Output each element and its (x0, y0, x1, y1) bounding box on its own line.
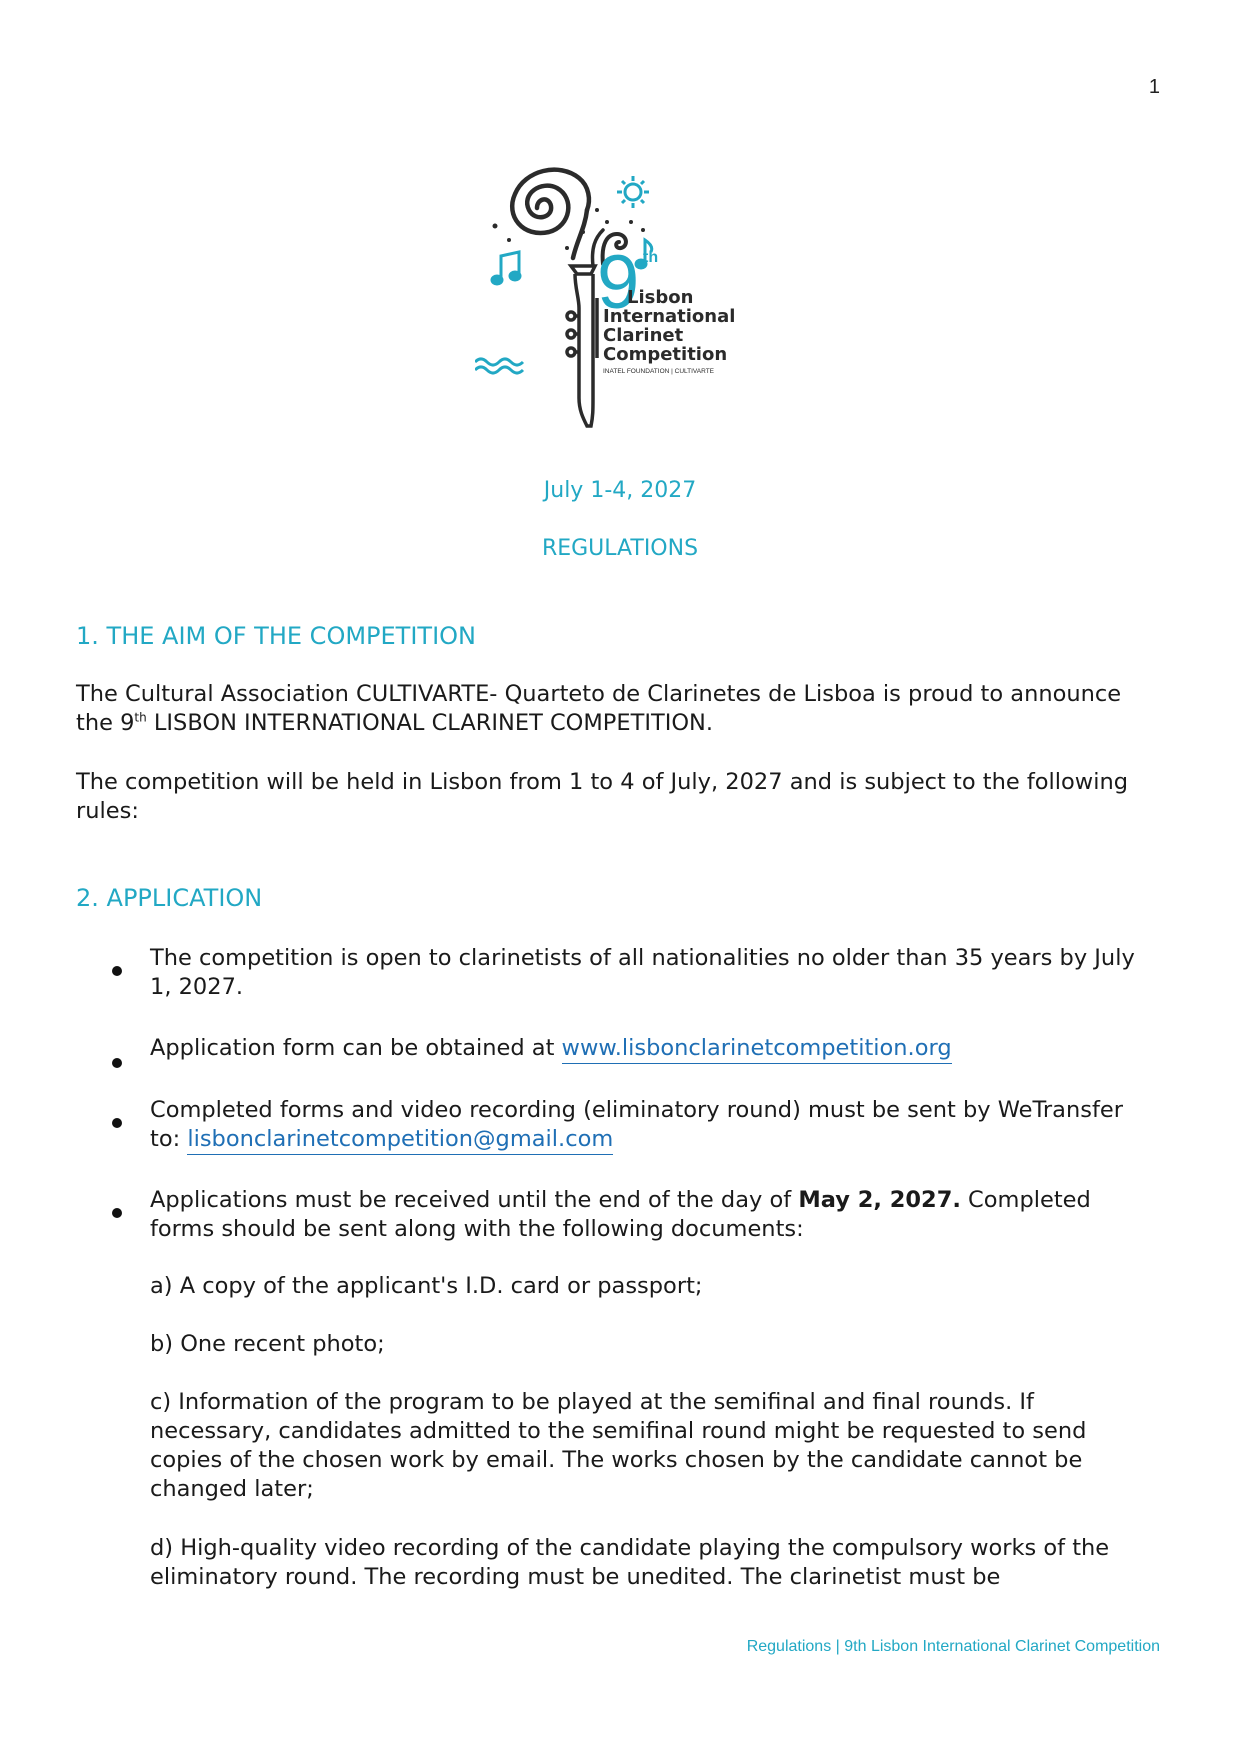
page-footer: Regulations | 9th Lisbon International Clarinet Competition (746, 1638, 1160, 1655)
logo-line-2: International (603, 306, 736, 327)
bullet-dot (112, 1208, 122, 1218)
section-1-paragraph-2: The competition will be held in Lisbon from 1 to 4 of July, 2027 and is subject to the following rules: (76, 769, 1128, 824)
section-2-heading: 2. APPLICATION (76, 884, 263, 912)
logo-edition-suffix: th (643, 249, 659, 266)
regulations-title: REGULATIONS (541, 536, 699, 561)
document-item-b: b) One recent photo; (150, 1331, 385, 1357)
section-1-heading: 1. THE AIM OF THE COMPETITION (76, 622, 476, 650)
logo-edition: 9 (597, 240, 640, 325)
website-link[interactable]: www.lisbonclarinetcompetition.org (562, 1035, 952, 1064)
bullet-dot (112, 1058, 122, 1068)
spiral-icon (512, 170, 589, 233)
logo-line-3: Clarinet (603, 325, 684, 346)
logo-line-1: Lisbon (627, 287, 694, 308)
logo-line-4: Competition (603, 344, 728, 365)
bullet-dot (112, 1118, 122, 1128)
bullet-submission: Completed forms and video recording (eliminatory round) must be sent by WeTransfer to: lisbonclarinetcompetition@gmail.com (150, 1096, 1160, 1154)
document-item-a: a) A copy of the applicant's I.D. card or passport; (150, 1273, 703, 1299)
logo-tagline: INATEL FOUNDATION | CULTIVARTE (603, 368, 714, 375)
section-1-paragraph-1: The Cultural Association CULTIVARTE- Quarteto de Clarinetes de Lisboa is proud to announce the 9th LISBON INTERNATIONAL CLARINET COMPETITION. (76, 681, 1122, 736)
sun-icon (617, 176, 649, 208)
competition-date: July 1-4, 2027 (543, 478, 697, 503)
competition-logo (475, 148, 765, 428)
document-item-d: d) High-quality video recording of the candidate playing the compulsory works of the eliminatory round. The recording must be unedited. The clarinetist must be (150, 1535, 1110, 1590)
bullet-eligibility: The competition is open to clarinetists of all nationalities no older than 35 years by July 1, 2027. (150, 945, 1135, 1000)
bullet-dot (112, 966, 122, 976)
page-number: 1 (1148, 76, 1160, 98)
email-link[interactable]: lisbonclarinetcompetition@gmail.com (187, 1126, 613, 1155)
bullet-application-form: Application form can be obtained at www.lisbonclarinetcompetition.org (150, 1034, 1160, 1063)
clarinet-icon (567, 266, 597, 426)
waves-icon (475, 359, 523, 373)
bullet-deadline: Applications must be received until the end of the day of May 2, 2027. Completed forms should be sent along with the following documents: (150, 1187, 1091, 1242)
document-item-c: c) Information of the program to be played at the semifinal and final rounds. If necessary, candidates admitted to the semifinal round might be requested to send copies of the chosen work by email. The works chosen by the candidate cannot be changed later; (150, 1389, 1087, 1502)
